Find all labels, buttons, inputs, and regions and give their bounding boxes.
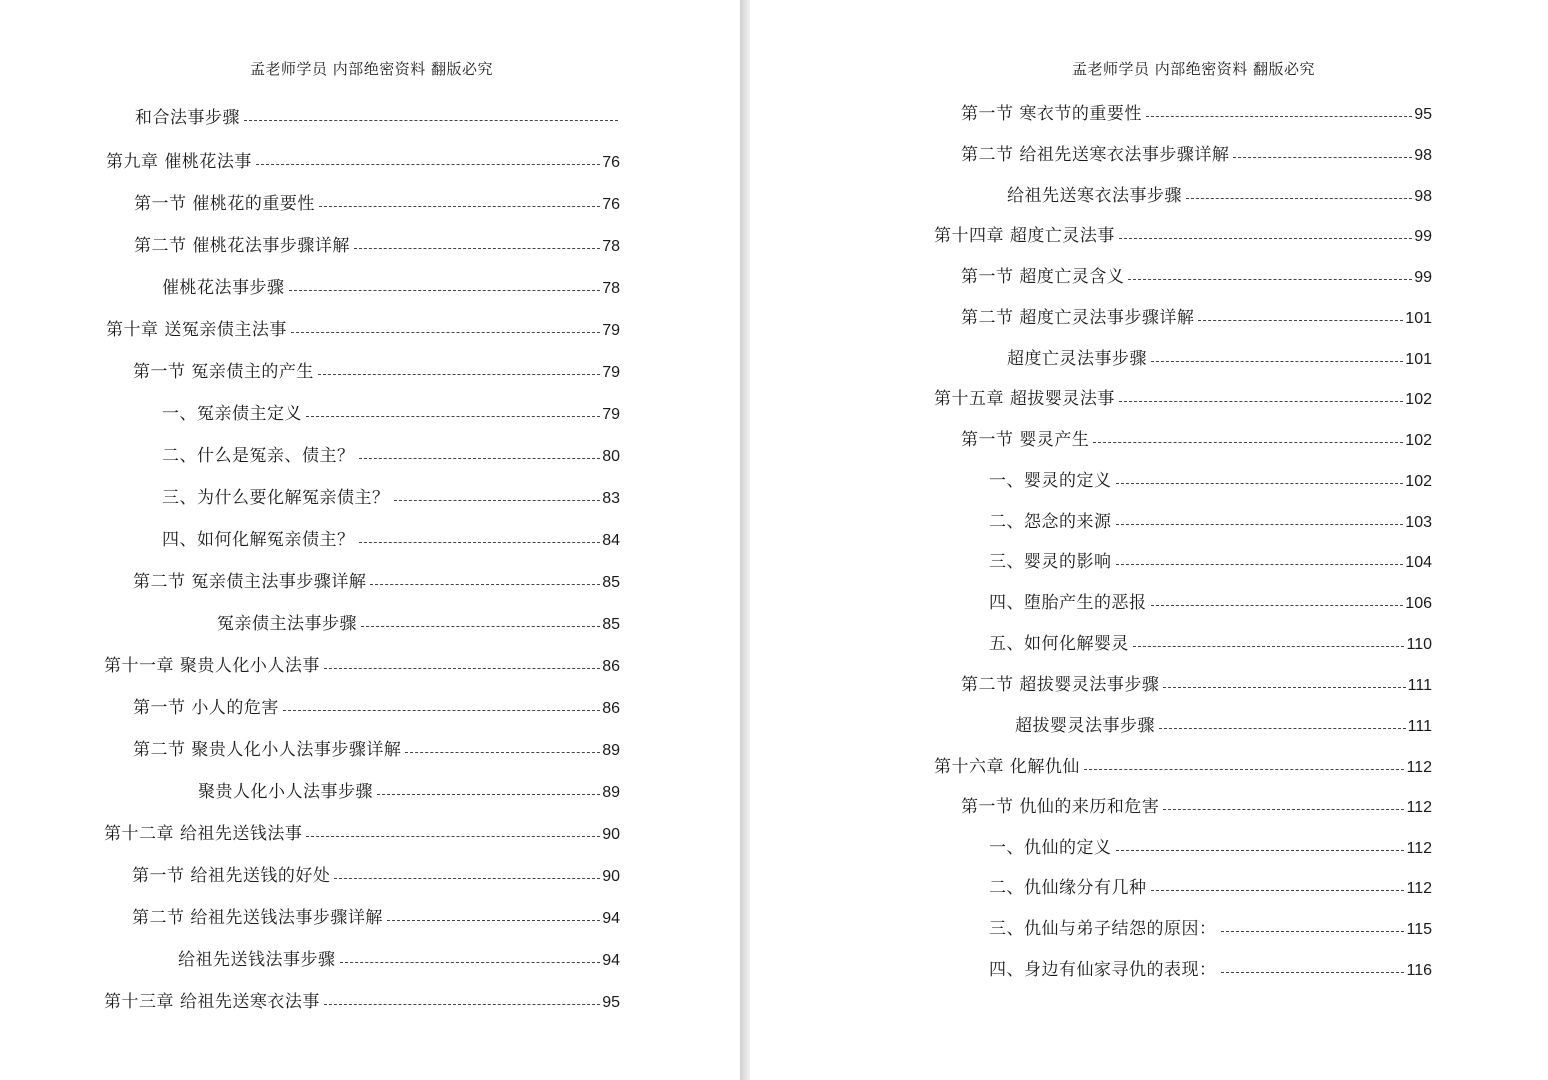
toc-page-number: 85 <box>602 616 620 633</box>
toc-dot-leader <box>1128 279 1412 280</box>
toc-page-number: 83 <box>602 490 620 507</box>
toc-entry-title: 一、婴灵的定义 <box>989 471 1112 491</box>
toc-dot-leader <box>1163 809 1404 810</box>
toc-entry-title: 第一节 仇仙的来历和危害 <box>961 797 1160 817</box>
toc-entry <box>132 904 620 928</box>
toc-dot-leader <box>1151 605 1404 606</box>
toc-page-number: 103 <box>1405 514 1432 531</box>
toc-dot-leader <box>405 752 600 753</box>
toc-page-number: 98 <box>1414 188 1432 205</box>
toc-dot-leader <box>289 290 601 291</box>
toc-page-number: 112 <box>1406 880 1432 897</box>
toc-entry-title: 五、如何化解婴灵 <box>989 634 1129 654</box>
toc-dot-leader <box>370 584 600 585</box>
toc-entry <box>134 190 620 214</box>
toc-entry <box>961 793 1432 817</box>
toc-page-number: 90 <box>602 826 620 843</box>
toc-entry-title: 二、怨念的来源 <box>989 512 1112 532</box>
toc-entry <box>961 263 1432 287</box>
toc-entry-title: 第一节 小人的危害 <box>133 698 279 718</box>
toc-entry-title: 第二节 超度亡灵法事步骤详解 <box>961 308 1195 328</box>
toc-dot-leader <box>324 668 600 669</box>
toc-entry <box>133 358 620 382</box>
toc-page-number: 102 <box>1405 391 1432 408</box>
toc-entry <box>162 400 620 424</box>
toc-dot-leader <box>1221 931 1405 932</box>
toc-entry <box>1007 345 1432 369</box>
toc-dot-leader <box>387 920 600 921</box>
toc-page-number: 80 <box>602 448 620 465</box>
toc-entry-title: 第十一章 聚贵人化小人法事 <box>104 656 320 676</box>
toc-dot-leader <box>354 248 600 249</box>
toc-entry <box>989 630 1432 654</box>
toc-dot-leader <box>359 458 601 459</box>
toc-entry-title: 三、婴灵的影响 <box>989 552 1112 572</box>
toc-entry <box>132 862 620 886</box>
toc-entry-title: 第十四章 超度亡灵法事 <box>934 226 1115 246</box>
toc-entry <box>989 834 1432 858</box>
toc-entry-title: 一、仇仙的定义 <box>989 838 1112 858</box>
toc-entry-title: 第一节 催桃花的重要性 <box>134 194 315 214</box>
toc-page-number: 101 <box>1405 351 1432 368</box>
toc-page-number: 99 <box>1414 269 1432 286</box>
toc-entry <box>1007 182 1432 206</box>
toc-entry-title: 第十三章 给祖先送寒衣法事 <box>104 992 320 1012</box>
toc-entry-title: 超拔婴灵法事步骤 <box>1015 716 1155 736</box>
toc-entry <box>934 753 1432 777</box>
toc-entry <box>134 232 620 256</box>
toc-dot-leader <box>1084 769 1405 770</box>
toc-entry <box>989 956 1432 980</box>
toc-dot-leader <box>1116 564 1404 565</box>
toc-page-number: 78 <box>602 280 620 297</box>
toc-entry-title: 第一节 给祖先送钱的好处 <box>132 866 331 886</box>
toc-page-number: 79 <box>602 406 620 423</box>
toc-page-number: 112 <box>1406 759 1432 776</box>
toc-page-number: 111 <box>1407 677 1432 694</box>
toc-entry-title: 第十章 送冤亲债主法事 <box>106 320 287 340</box>
toc-page-number: 112 <box>1406 840 1432 857</box>
toc-entry <box>162 526 620 550</box>
toc-entry <box>162 442 620 466</box>
toc-entry-title: 第二节 给祖先送钱法事步骤详解 <box>132 908 383 928</box>
toc-entry-title: 第二节 给祖先送寒衣法事步骤详解 <box>961 145 1230 165</box>
toc-page-number: 89 <box>602 784 620 801</box>
toc-entry-title: 第十六章 化解仇仙 <box>934 757 1080 777</box>
toc-page-number: 112 <box>1406 799 1432 816</box>
toc-entry-title: 冤亲债主法事步骤 <box>217 614 357 634</box>
toc-page-number: 98 <box>1414 147 1432 164</box>
toc-dot-leader <box>318 374 600 375</box>
toc-dot-leader <box>1116 483 1404 484</box>
toc-page-number: 90 <box>602 868 620 885</box>
toc-entry-title: 超度亡灵法事步骤 <box>1007 349 1147 369</box>
toc-page-number: 104 <box>1405 554 1432 571</box>
document-page-left <box>0 0 740 1080</box>
toc-page-number: 106 <box>1405 595 1432 612</box>
toc-page-number: 79 <box>602 364 620 381</box>
toc-dot-leader <box>1093 442 1403 443</box>
toc-entry <box>989 915 1432 939</box>
toc-entry <box>133 694 620 718</box>
page-header: 孟老师学员 内部绝密资料 翻版必究 <box>1072 60 1316 78</box>
toc-dot-leader <box>306 416 600 417</box>
toc-entry <box>961 304 1432 328</box>
toc-entry-title: 三、仇仙与弟子结怨的原因： <box>989 919 1217 939</box>
toc-page-number: 86 <box>602 700 620 717</box>
toc-dot-leader <box>1186 198 1412 199</box>
toc-entry <box>104 820 620 844</box>
toc-entry-title: 和合法事步骤 <box>135 108 240 128</box>
toc-entry-title: 第二节 冤亲债主法事步骤详解 <box>133 572 367 592</box>
toc-page-number: 76 <box>602 154 620 171</box>
toc-entry-title: 四、堕胎产生的恶报 <box>989 593 1147 613</box>
toc-entry-title: 聚贵人化小人法事步骤 <box>198 782 373 802</box>
toc-dot-leader <box>334 878 600 879</box>
toc-entry <box>133 568 620 592</box>
toc-entry-title: 第二节 催桃花法事步骤详解 <box>134 236 350 256</box>
toc-page-number: 99 <box>1414 228 1432 245</box>
toc-dot-leader <box>1159 728 1406 729</box>
toc-dot-leader <box>1233 157 1412 158</box>
toc-dot-leader <box>1146 116 1412 117</box>
toc-entry-title: 第九章 催桃花法事 <box>106 152 252 172</box>
toc-page-number: 94 <box>602 952 620 969</box>
toc-entry <box>989 589 1432 613</box>
page-header: 孟老师学员 内部绝密资料 翻版必究 <box>250 60 494 78</box>
toc-entry <box>162 484 620 508</box>
toc-entry <box>934 222 1432 246</box>
toc-entry <box>1015 712 1432 736</box>
toc-page-number: 79 <box>602 322 620 339</box>
toc-dot-leader <box>1163 687 1405 688</box>
toc-entry <box>133 736 620 760</box>
toc-entry <box>989 548 1432 572</box>
toc-entry <box>106 316 620 340</box>
toc-entry <box>961 100 1432 124</box>
toc-dot-leader <box>1119 401 1403 402</box>
toc-dot-leader <box>359 542 601 543</box>
toc-entry-title: 第二节 聚贵人化小人法事步骤详解 <box>133 740 402 760</box>
toc-entry <box>104 652 620 676</box>
toc-entry-title: 第二节 超拔婴灵法事步骤 <box>961 675 1160 695</box>
toc-dot-leader <box>306 836 600 837</box>
toc-dot-leader <box>340 962 601 963</box>
toc-entry <box>178 946 620 970</box>
toc-page-number: 102 <box>1405 473 1432 490</box>
toc-page-number: 111 <box>1407 718 1432 735</box>
toc-entry-title: 第一节 冤亲债主的产生 <box>133 362 314 382</box>
toc-entry <box>989 874 1432 898</box>
toc-dot-leader <box>394 500 601 501</box>
toc-entry-title: 四、如何化解冤亲债主？ <box>162 530 355 550</box>
toc-entry <box>934 385 1432 409</box>
toc-dot-leader <box>361 626 600 627</box>
toc-dot-leader <box>1116 850 1405 851</box>
toc-entry <box>961 671 1432 695</box>
toc-dot-leader <box>1221 972 1405 973</box>
toc-entry-title: 第十五章 超拔婴灵法事 <box>934 389 1115 409</box>
document-page-right <box>750 0 1548 1080</box>
toc-entry <box>162 274 620 298</box>
toc-entry-title: 第一节 寒衣节的重要性 <box>961 104 1142 124</box>
toc-entry-title: 给祖先送寒衣法事步骤 <box>1007 186 1182 206</box>
toc-page-number: 102 <box>1405 432 1432 449</box>
toc-page-number: 95 <box>1414 106 1432 123</box>
toc-page-number: 85 <box>602 574 620 591</box>
toc-entry-title: 第一节 超度亡灵含义 <box>961 267 1125 287</box>
toc-dot-leader <box>244 120 618 121</box>
toc-entry-title: 四、身边有仙家寻仇的表现： <box>989 960 1217 980</box>
toc-entry <box>104 988 620 1012</box>
toc-entry-title: 催桃花法事步骤 <box>162 278 285 298</box>
toc-entry <box>989 467 1432 491</box>
toc-entry-title: 一、冤亲债主定义 <box>162 404 302 424</box>
toc-entry-title: 二、仇仙缘分有几种 <box>989 878 1147 898</box>
toc-page-number: 101 <box>1405 310 1432 327</box>
toc-dot-leader <box>283 710 600 711</box>
toc-entry-title: 三、为什么要化解冤亲债主？ <box>162 488 390 508</box>
toc-page-number: 115 <box>1406 921 1432 938</box>
toc-page-number: 94 <box>602 910 620 927</box>
toc-entry <box>106 148 620 172</box>
toc-entry <box>961 141 1432 165</box>
toc-entry <box>217 610 620 634</box>
toc-dot-leader <box>1198 320 1403 321</box>
toc-dot-leader <box>1116 524 1404 525</box>
toc-entry-title: 第一节 婴灵产生 <box>961 430 1090 450</box>
toc-page-number: 95 <box>602 994 620 1011</box>
toc-entry-title: 给祖先送钱法事步骤 <box>178 950 336 970</box>
toc-page-number: 110 <box>1406 636 1432 653</box>
toc-dot-leader <box>1151 890 1405 891</box>
toc-entry-title: 二、什么是冤亲、债主？ <box>162 446 355 466</box>
toc-dot-leader <box>377 794 600 795</box>
toc-page-number: 78 <box>602 238 620 255</box>
toc-dot-leader <box>319 206 600 207</box>
toc-entry <box>198 778 620 802</box>
page-gutter <box>740 0 750 1080</box>
toc-page-number: 86 <box>602 658 620 675</box>
toc-dot-leader <box>1151 361 1403 362</box>
toc-dot-leader <box>1119 238 1412 239</box>
toc-entry <box>135 104 620 128</box>
toc-dot-leader <box>324 1004 600 1005</box>
toc-entry <box>961 426 1432 450</box>
toc-page-number: 89 <box>602 742 620 759</box>
toc-dot-leader <box>256 164 600 165</box>
toc-page-number: 76 <box>602 196 620 213</box>
toc-entry-title: 第十二章 给祖先送钱法事 <box>104 824 303 844</box>
toc-page-number: 116 <box>1406 962 1432 979</box>
toc-dot-leader <box>291 332 600 333</box>
toc-dot-leader <box>1133 646 1404 647</box>
toc-entry <box>989 508 1432 532</box>
toc-page-number: 84 <box>602 532 620 549</box>
